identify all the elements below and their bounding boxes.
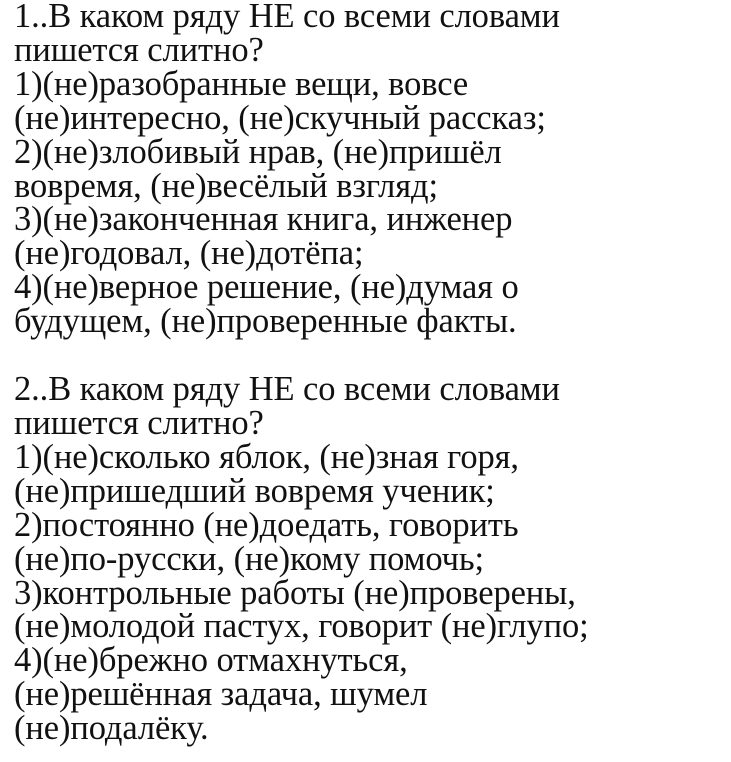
question-1-option-4-line-1: 4)(не)верное решение, (не)думая о [14,268,519,307]
question-2-option-3-line-2: (не)молодой пастух, говорит (не)глупо; [14,607,589,646]
question-1-option-2-line-1: 2)(не)злобивый нрав, (не)пришёл [14,132,502,171]
question-2-option-1-line-1: 1)(не)сколько яблок, (не)зная горя, [14,437,519,476]
question-2-option-2-line-2: (не)по-русски, (не)кому помочь; [14,539,484,578]
question-1 [14,0,731,339]
question-2-option-2-line-1: 2)постоянно (не)доедать, говорить [14,505,519,544]
question-1-option-4-line-2: будущем, (не)проверенные факты. [14,302,517,341]
question-2-option-3-line-1: 3)контрольные работы (не)проверены, [14,573,576,612]
question-2-option-4-line-2: (не)решённая задача, шумел [14,675,428,714]
question-1-prompt-line-1: 1..В каком ряду НЕ со всеми словами [14,0,560,35]
question-1-option-2-line-2: вовремя, (не)весёлый взгляд; [14,166,438,205]
question-1-option-3-line-2: (не)годовал, (не)дотёпа; [14,234,364,273]
question-1-option-1-line-1: 1)(не)разобранные вещи, вовсе [14,64,469,103]
question-2 [14,370,731,748]
question-2-option-1-line-2: (не)пришедший вовремя ученик; [14,471,495,510]
question-2-option-4-line-3: (не)подалёку. [14,709,209,748]
question-2-prompt-line-1: 2..В каком ряду НЕ со всеми словами [14,370,560,409]
question-1-prompt-line-2: пишется слитно? [14,30,264,69]
question-1-option-1-line-2: (не)интересно, (не)скучный рассказ; [14,98,546,137]
question-2-option-4-line-1: 4)(не)брежно отмахнуться, [14,641,408,680]
question-1-option-3-line-1: 3)(не)законченная книга, инженер [14,200,513,239]
question-2-prompt-line-2: пишется слитно? [14,403,264,442]
